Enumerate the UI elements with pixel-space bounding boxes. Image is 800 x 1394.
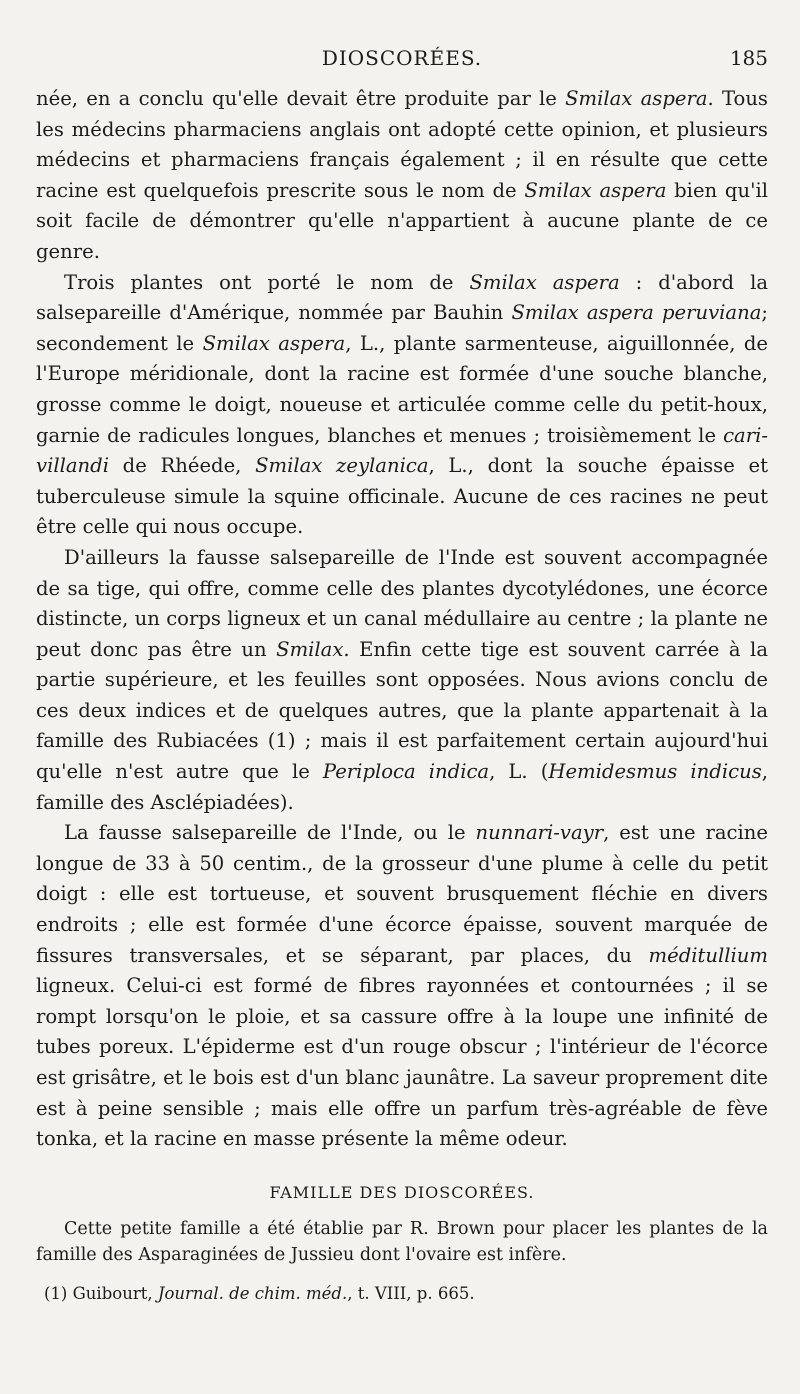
text-segment: , L. (	[489, 760, 549, 784]
text-segment: La fausse salsepareille de l'Inde, ou le	[64, 821, 476, 845]
paragraph-4	[36, 818, 768, 1155]
italic-term: Smilax aspera peruviana	[511, 301, 762, 325]
text-segment: , L., dont la souche épaisse et tuberculeuse simule la squine officinale. Aucune de ces racines ne peut être celle qui nous occupe.	[36, 454, 768, 539]
paragraph-3	[36, 543, 768, 818]
italic-term: nunnari-vayr	[475, 821, 604, 845]
italic-term: cari-villandi	[36, 423, 768, 478]
paragraph-1	[36, 84, 768, 268]
text-segment: , famille des Asclépiadées).	[36, 760, 768, 814]
text-segment: , est une racine longue de 33 à 50 centim., de la grosseur d'une plume à celle du petit doigt : elle est tortueuse, et souvent brusquement fléchie en divers endroits ; elle est formée d'une écorce épaisse, souvent marquée de fissures transversales, et se séparant, par places, du	[36, 821, 768, 967]
text-segment: ligneux. Celui-ci est formé de fibres rayonnées et contournées ; il se rompt lorsqu'on le ploie, et sa cassure offre à la loupe une infinité de tubes poreux. L'épiderme est d'un rouge obscur ; l'intérieur de l'écorce est grisâtre, et le bois est d'un blanc jaunâtre. La saveur proprement dite est à peine sensible ; mais elle offre un parfum très-agréable de fève tonka, et la racine en masse présente la même odeur.	[36, 974, 768, 1151]
page-number: 185	[729, 46, 768, 70]
running-head	[36, 46, 768, 84]
italic-term: méditullium	[648, 943, 768, 967]
text-segment: D'ailleurs la fausse salsepareille de l'Inde est souvent accompagnée de sa tige, qui offre, comme celle des plantes dycotylédones, une écorce distincte, un corps ligneux et un canal médullaire au centre ; la plante ne peut donc pas être un	[36, 545, 768, 661]
section-paragraph: Cette petite famille a été établie par R. Brown pour placer les plantes de la famille des Asparaginées de Jussieu dont l'ovaire est infère.	[36, 1218, 768, 1265]
italic-term: Smilax aspera	[565, 87, 708, 110]
running-title: DIOSCORÉES.	[321, 46, 483, 70]
text-segment: ; secondement le	[36, 301, 769, 355]
section-heading: FAMILLE DES DIOSCORÉES.	[269, 1182, 535, 1202]
italic-term: Smilax aspera	[524, 178, 667, 202]
italic-term: Periploca indica	[322, 760, 490, 784]
text-segment: de Rhéede,	[108, 454, 256, 478]
main-text	[36, 84, 768, 1155]
paragraph-2	[36, 268, 768, 543]
text-segment: . Tous les médecins pharmaciens anglais ont adopté cette opinion, et plusieurs médecins et pharmaciens français également ; il en résulte que cette racine est quelquefois prescrite sous le nom de	[36, 87, 768, 202]
footnote-text: , t. VIII, p. 665.	[347, 1283, 475, 1303]
text-segment: bien qu'il soit facile de démontrer qu'elle n'appartient à aucune plante de ce genre.	[36, 178, 768, 263]
footnote-journal: Journal. de chim. méd.	[157, 1283, 348, 1303]
italic-term: Smilax aspera	[202, 331, 346, 355]
text-segment: née, en a conclu qu'elle devait être produite par le	[36, 87, 566, 110]
italic-term: Smilax aspera	[469, 270, 620, 294]
text-segment: . Enfin cette tige est souvent carrée à la partie supérieure, et les feuilles sont opposées. Nous avions conclu de ces deux indices et de quelques autres, que la plante appartenait à la famille des Rubiacées (1) ; mais il est parfaitement certain aujourd'hui qu'elle n'est autre que le	[36, 637, 769, 784]
italic-term: Smilax zeylanica	[255, 454, 429, 478]
footnote-text: (1) Guibourt,	[44, 1283, 158, 1303]
text-segment: Trois plantes ont porté le nom de	[64, 270, 470, 294]
italic-term: Smilax	[276, 637, 344, 661]
footnote	[36, 1282, 768, 1306]
text-segment: : d'abord la salsepareille d'Amérique, nommée par Bauhin	[36, 270, 769, 325]
italic-term: Hemidesmus indicus	[548, 760, 762, 784]
text-segment: , L., plante sarmenteuse, aiguillonnée, de l'Europe méridionale, dont la racine est formée d'une souche blanche, grosse comme le doigt, noueuse et articulée comme celle du petit-houx, garnie de radicules longues, blanches et menues ; troisièmement le	[36, 331, 768, 447]
section-text	[36, 1216, 768, 1268]
